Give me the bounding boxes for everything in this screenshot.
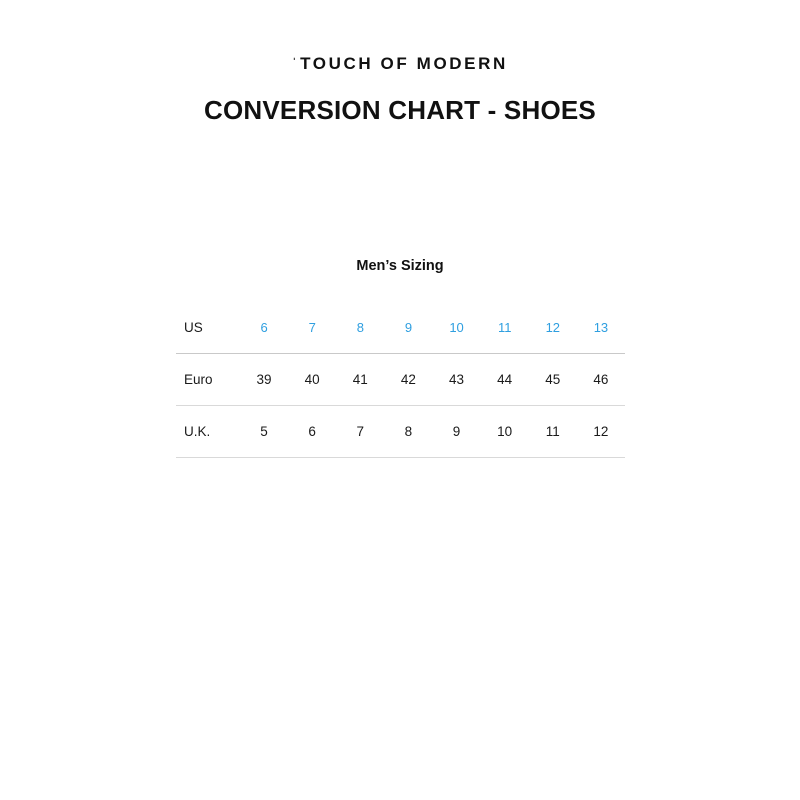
brand-wordmark	[0, 54, 800, 74]
cell-us-2: 8	[336, 302, 384, 354]
table-row-us	[176, 302, 625, 354]
cell-euro-4: 43	[433, 354, 481, 406]
cell-euro-7: 46	[577, 354, 625, 406]
size-conversion-table	[176, 302, 625, 509]
cell-uk-3: 8	[384, 406, 432, 458]
cell-uk-6: 11	[529, 406, 577, 458]
cell-uk-7: 12	[577, 406, 625, 458]
cell-us-6: 12	[529, 302, 577, 354]
brand-name: TOUCH OF MODERN	[300, 54, 508, 73]
row-label-uk: U.K.	[176, 406, 240, 458]
cell-us-4: 10	[433, 302, 481, 354]
cell-euro-3: 42	[384, 354, 432, 406]
cell-uk-5: 10	[481, 406, 529, 458]
cell-uk-4: 9	[433, 406, 481, 458]
table-row-euro	[176, 354, 625, 406]
page-title: CONVERSION CHART - SHOES	[204, 95, 596, 125]
cell-euro-1: 40	[288, 354, 336, 406]
size-table-container	[176, 302, 625, 509]
cell-us-7: 13	[577, 302, 625, 354]
row-label-euro: Euro	[176, 354, 240, 406]
cell-us-0: 6	[240, 302, 288, 354]
cell-uk-2: 7	[336, 406, 384, 458]
cell-us-3: 9	[384, 302, 432, 354]
table-row-uk	[176, 406, 625, 458]
cell-euro-5: 44	[481, 354, 529, 406]
brand-mark-icon: ˈ	[292, 55, 300, 70]
cell-euro-2: 41	[336, 354, 384, 406]
cell-us-5: 11	[481, 302, 529, 354]
table-bottom-spacer	[176, 458, 625, 510]
cell-uk-0: 5	[240, 406, 288, 458]
cell-euro-6: 45	[529, 354, 577, 406]
cell-us-1: 7	[288, 302, 336, 354]
section-heading: Men’s Sizing	[356, 258, 444, 274]
cell-uk-1: 6	[288, 406, 336, 458]
row-label-us: US	[176, 302, 240, 354]
cell-euro-0: 39	[240, 354, 288, 406]
table-bottom-spacer-cell	[176, 458, 625, 510]
